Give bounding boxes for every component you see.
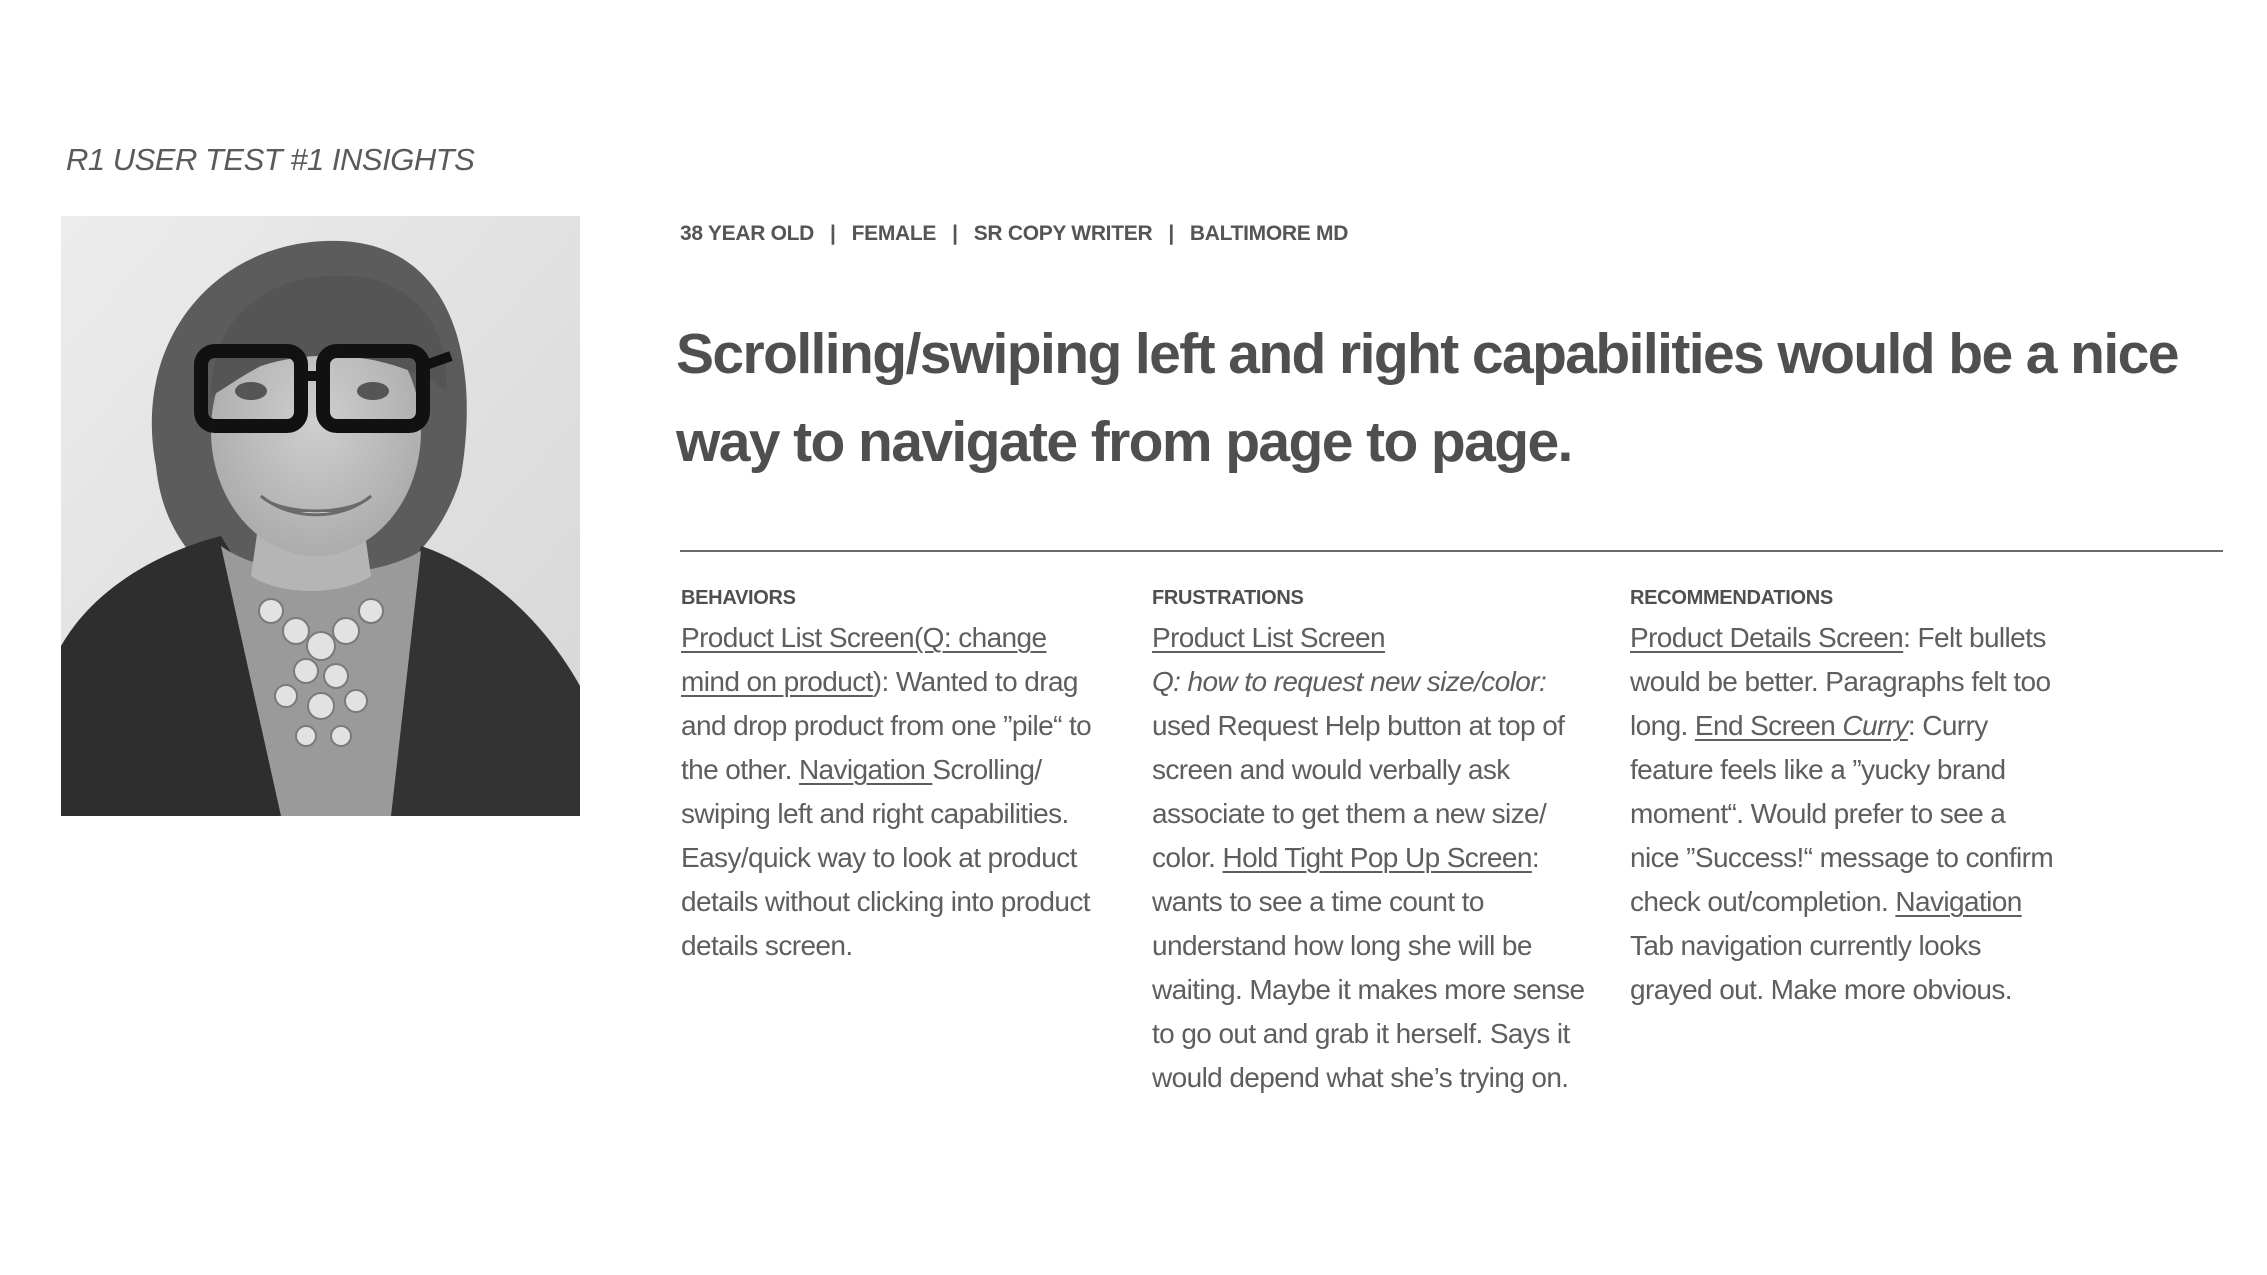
frustrations-body	[1152, 616, 1607, 1100]
recommendations-body	[1630, 616, 2060, 1012]
section-divider	[680, 550, 2223, 552]
persona-meta	[680, 222, 1348, 246]
screen-reference: Product Details Screen	[1630, 622, 1904, 653]
persona-portrait-image	[61, 216, 580, 816]
persona-occupation: SR COPY WRITER	[973, 222, 1153, 245]
note-text: : Curry feature feels like a ”yucky brand moment“. Would prefer to see a nice ”Success!“ message to confirm check out/completion.	[1630, 710, 2054, 917]
frustrations-heading: FRUSTRATIONS	[1152, 587, 1304, 609]
note-text: ): Wanted to drag and drop product from one ”pile“ to the other.	[681, 666, 1092, 785]
screen-reference: Curry	[1842, 710, 1908, 741]
note-text: : wants to see a time count to understand how long she will be waiting. Maybe it makes more sense to go out and grab it herself. Says it would depend what she’s trying on.	[1152, 842, 1585, 1093]
recommendations-heading: RECOMMENDATIONS	[1630, 587, 1833, 609]
behaviors-body	[681, 616, 1111, 968]
note-text: Q: how to request new size/color:	[1152, 666, 1547, 697]
slide-label: R1 USER TEST #1 INSIGHTS	[66, 142, 475, 177]
persona-photo	[61, 216, 580, 816]
screen-reference: Hold Tight Pop Up Screen	[1222, 842, 1532, 873]
behaviors-heading: BEHAVIORS	[681, 587, 796, 609]
screen-reference: Product List Screen(Q: change mind on product	[681, 622, 1047, 697]
screen-reference: Product List Screen	[1152, 622, 1385, 653]
meta-separator: |	[1168, 222, 1174, 245]
note-text: : Felt bullets would be better. Paragraphs felt too long.	[1630, 622, 2051, 741]
note-text: Scrolling/ swiping left and right capabilities. Easy/quick way to look at product details without clicking into product details screen.	[681, 754, 1090, 961]
screen-reference: Navigation	[1895, 886, 2022, 917]
screen-reference: Navigation	[798, 754, 933, 785]
persona-location: BALTIMORE MD	[1189, 222, 1349, 245]
behaviors-column	[681, 587, 1111, 968]
frustrations-column	[1152, 587, 1607, 1100]
persona-age: 38 YEAR OLD	[680, 222, 815, 245]
note-text: Tab navigation currently looks grayed out. Make more obvious.	[1630, 930, 2012, 1005]
screen-reference: End Screen	[1694, 710, 1843, 741]
recommendations-column	[1630, 587, 2060, 1012]
note-text: used Request Help button at top of screen and would verbally ask associate to get them a new size/ color.	[1152, 710, 1565, 873]
persona-quote: Scrolling/swiping left and right capabilities would be a nice way to navigate from page to page.	[676, 322, 2178, 474]
meta-separator: |	[830, 222, 836, 245]
meta-separator: |	[952, 222, 958, 245]
persona-gender: FEMALE	[851, 222, 937, 245]
